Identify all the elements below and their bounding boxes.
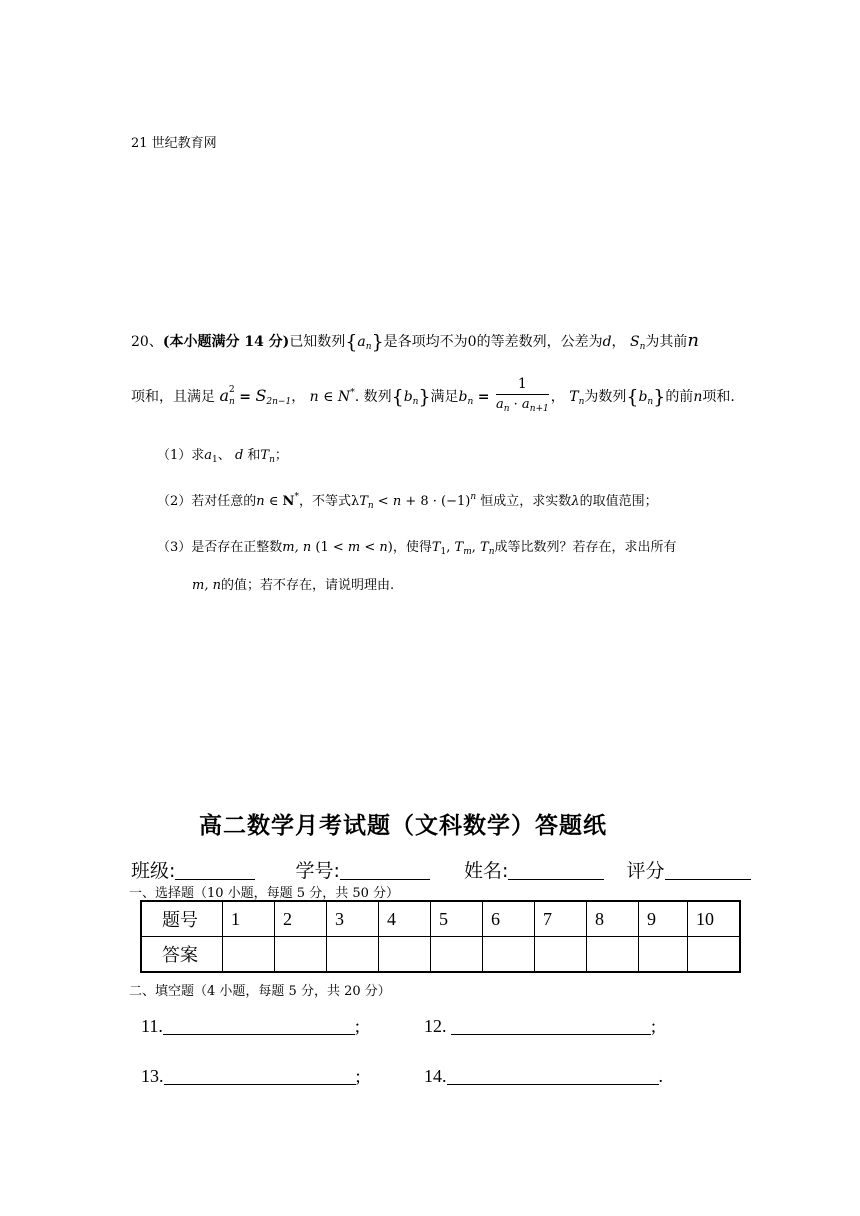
blank-14-label: 14.: [424, 1066, 447, 1086]
watermark-text: 21 世纪教育网: [131, 136, 217, 151]
answer-cell[interactable]: [639, 937, 688, 973]
text: 、: [217, 448, 231, 463]
answer-cell[interactable]: [535, 937, 587, 973]
student-id-blank[interactable]: [340, 861, 430, 880]
text: （2）若对任意的: [157, 494, 257, 509]
text: 为数列: [584, 389, 627, 405]
student-info-row: [131, 856, 751, 883]
problem-score: (本小题满分 14 分): [162, 334, 290, 350]
question-3: （3）是否存在正整数m, n (1 < m < n)，使得$T_1$, $T_m$, $T_n$成等比数列？若存在，求出所有: [157, 540, 677, 557]
text: ，: [611, 334, 626, 350]
fraction: $\frac{1}{a_n \cdot a_{n+1}}$: [495, 376, 549, 414]
blank-13-line[interactable]: [164, 1066, 356, 1085]
choice-answer-table: [140, 900, 741, 973]
period: .: [658, 1066, 663, 1086]
answer-cell[interactable]: [688, 937, 741, 973]
var-n-in-n: n ∈ N: [309, 389, 351, 405]
answer-header: 答案: [141, 937, 223, 973]
class-label: 班级:: [131, 860, 176, 882]
var-n: n: [687, 330, 699, 351]
blank-11-label: 11.: [141, 1016, 163, 1036]
blank-12-label: 12.: [424, 1016, 447, 1036]
table-row-answers: [141, 937, 740, 973]
semicolon: ;: [354, 1016, 360, 1036]
blank-14-line[interactable]: [447, 1066, 659, 1085]
text: ；: [274, 448, 288, 463]
blank-13-label: 13.: [141, 1066, 164, 1086]
question-number-cell: 10: [688, 901, 741, 937]
fill-blank-13: [141, 1066, 361, 1087]
section-2-heading: 二、填空题（4 小题，每题 5 分，共 20 分）: [129, 984, 391, 999]
answer-cell[interactable]: [587, 937, 639, 973]
name-blank[interactable]: [508, 861, 604, 880]
answer-cell[interactable]: [223, 937, 275, 973]
text: 为其前: [645, 334, 688, 350]
answer-cell[interactable]: [379, 937, 431, 973]
var-mn: m, n: [282, 540, 312, 555]
question-2: （2）若对任意的n ∈ N*，不等式$\lambda T_n < n + 8 \cdot (-1)^n$ 恒成立，求实数λ的取值范围；: [157, 492, 658, 511]
score-blank[interactable]: [665, 861, 751, 880]
question-number-header: 题号: [141, 901, 223, 937]
question-number-cell: 8: [587, 901, 639, 937]
class-blank[interactable]: [175, 861, 255, 880]
fill-blank-14: [424, 1066, 663, 1087]
question-number-cell: 3: [327, 901, 379, 937]
problem-20-line-2: 项和，且满足 a $_{2 n} = S_{2n-1}$， n ∈ N*. 数列$\{b_n\}$满足$b_n$ = $\frac{1}{a_n \cdot a_{n+1}}$ ， $T_n$为数列$\{b_n\}$的前n项和.: [131, 376, 735, 414]
name-label: 姓名:: [464, 860, 509, 882]
var-s: S: [630, 334, 640, 350]
question-3-line-2: [192, 574, 394, 593]
answer-cell[interactable]: [275, 937, 327, 973]
text: 满足: [430, 389, 459, 405]
problem-20-line-1: 20、(本小题满分 14 分)已知数列$\{a_n\}$是各项均不为0的等差数列，公差为d， $S_n$为其前n: [131, 330, 699, 353]
semicolon: ;: [651, 1016, 657, 1036]
student-id-label: 学号:: [295, 860, 340, 882]
question-number-cell: 5: [431, 901, 483, 937]
blank-12-line[interactable]: [451, 1016, 651, 1035]
question-number-cell: 6: [483, 901, 535, 937]
text: 0: [467, 334, 477, 350]
text: 的值；若不存在，请说明理由.: [220, 578, 395, 593]
text: ，: [550, 389, 565, 405]
fraction-numerator: 1: [496, 376, 549, 395]
section-1-heading: 一、选择题（10 小题，每题 5 分，共 50 分）: [129, 886, 400, 901]
var-d: d: [602, 334, 612, 350]
fill-blank-12: [424, 1016, 656, 1037]
text: 已知数列: [289, 334, 346, 350]
question-number-cell: 9: [639, 901, 688, 937]
answer-cell[interactable]: [327, 937, 379, 973]
question-number-cell: 4: [379, 901, 431, 937]
text: . 数列: [354, 389, 392, 405]
blank-11-line[interactable]: [163, 1016, 355, 1035]
text: 项和.: [702, 389, 735, 405]
text: ，: [291, 389, 306, 405]
semicolon: ;: [355, 1066, 361, 1086]
text: 恒成立，求实数: [480, 494, 572, 509]
answer-cell[interactable]: [483, 937, 535, 973]
question-number-cell: 2: [275, 901, 327, 937]
text: 和: [247, 448, 261, 463]
question-1: （1）求$a_1$、 d 和$T_n$；: [157, 448, 288, 465]
question-number-cell: 1: [223, 901, 275, 937]
text: 是各项均不为: [383, 334, 468, 350]
var-lambda: λ: [571, 494, 580, 509]
brace-open: {: [345, 331, 358, 353]
fill-blank-11: [141, 1016, 360, 1037]
text: （1）求: [157, 448, 205, 463]
table-row-numbers: [141, 901, 740, 937]
question-number-cell: 7: [535, 901, 587, 937]
text: 项和，且满足: [131, 389, 215, 405]
text: 成等比数列？若存在，求出所有: [494, 540, 677, 555]
score-label: 评分: [626, 860, 665, 882]
text: （3）是否存在正整数: [157, 540, 283, 555]
text: ，不等式: [298, 494, 351, 509]
answer-cell[interactable]: [431, 937, 483, 973]
text: 的取值范围；: [579, 494, 658, 509]
brace-close: }: [371, 331, 384, 353]
text: 的前: [665, 389, 694, 405]
answer-sheet-title: 高二数学月考试题（文科数学）答题纸: [199, 813, 607, 839]
problem-number: 20、: [131, 334, 163, 350]
text: ，使得: [392, 540, 432, 555]
text: 的等差数列，公差为: [476, 334, 603, 350]
var-mn: m, n: [192, 578, 221, 593]
